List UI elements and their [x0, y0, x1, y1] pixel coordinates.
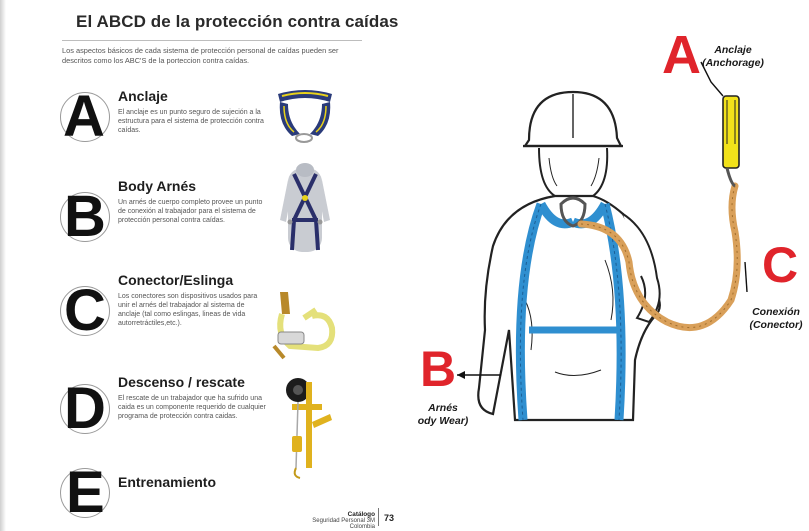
anchor-label-es: Anclaje	[714, 44, 752, 56]
anchorage-strap-image	[270, 84, 340, 144]
section-letter: D	[64, 376, 106, 441]
title-divider	[62, 40, 362, 41]
footer-subtitle: Seguridad Personal 3M Colombia	[312, 518, 375, 530]
connector-label-es: Conexión	[752, 306, 800, 318]
section-letter: C	[64, 278, 106, 343]
section-letter: E	[66, 460, 105, 525]
fall-protection-diagram	[405, 0, 809, 531]
harness-label-es: Arnés	[428, 402, 458, 414]
connector-label	[743, 306, 809, 332]
harness-label	[411, 402, 475, 428]
rescue-device-image	[270, 372, 342, 484]
full-body-harness-image	[270, 160, 340, 264]
section-body: El anclaje es un punto seguro de sujeción a la estructura para el sistema de protección contra caídas.	[118, 109, 264, 134]
anchor-label-en: (Anchorage)	[702, 57, 764, 69]
section-title: Anclaje	[118, 88, 168, 104]
lanyard-connector-image	[270, 288, 342, 360]
page-edge-shadow	[0, 0, 6, 531]
section-letter: B	[64, 184, 106, 249]
connector-letter: C	[762, 237, 799, 293]
anchor-label	[697, 44, 769, 70]
section-title: Body Arnés	[118, 178, 197, 194]
footer-catalog	[287, 511, 375, 530]
section-body: El rescate de un trabajador que ha sufrido una caida es un componente requerido de cualquier programa de protección contra caidas.	[118, 395, 266, 420]
intro-text: Los aspectos básicos de cada sistema de protección personal de caídas pueden ser descritos como los ABC'S de la porteccion contra caídas.	[62, 46, 339, 65]
section-letter: A	[63, 84, 105, 149]
footer-divider	[378, 508, 379, 526]
page-number: 73	[384, 513, 395, 523]
page-title: El ABCD de la protección contra caídas	[76, 12, 399, 31]
section-body: Un arnés de cuerpo completo provee un punto de conexión al trabajador para el sistema de protección personal contra caídas.	[118, 199, 263, 224]
connector-label-en: (Conector)	[749, 319, 803, 331]
section-body: Los conectores son dispositivos usados para unir el arnés del trabajador al sistema de anclaje (tal como eslingas, lineas de vida autorretráctiles,etc.).	[118, 293, 258, 327]
section-title: Descenso / rescate	[118, 374, 245, 390]
section-title: Entrenamiento	[118, 474, 217, 490]
harness-letter: B	[420, 341, 457, 397]
harness-label-en: ody Wear)	[417, 415, 469, 427]
worker-illustration	[405, 0, 809, 531]
anchor-letter: A	[662, 25, 701, 85]
footer-catalog-label: Catálogo	[347, 511, 375, 518]
section-title: Conector/Eslinga	[118, 272, 234, 288]
